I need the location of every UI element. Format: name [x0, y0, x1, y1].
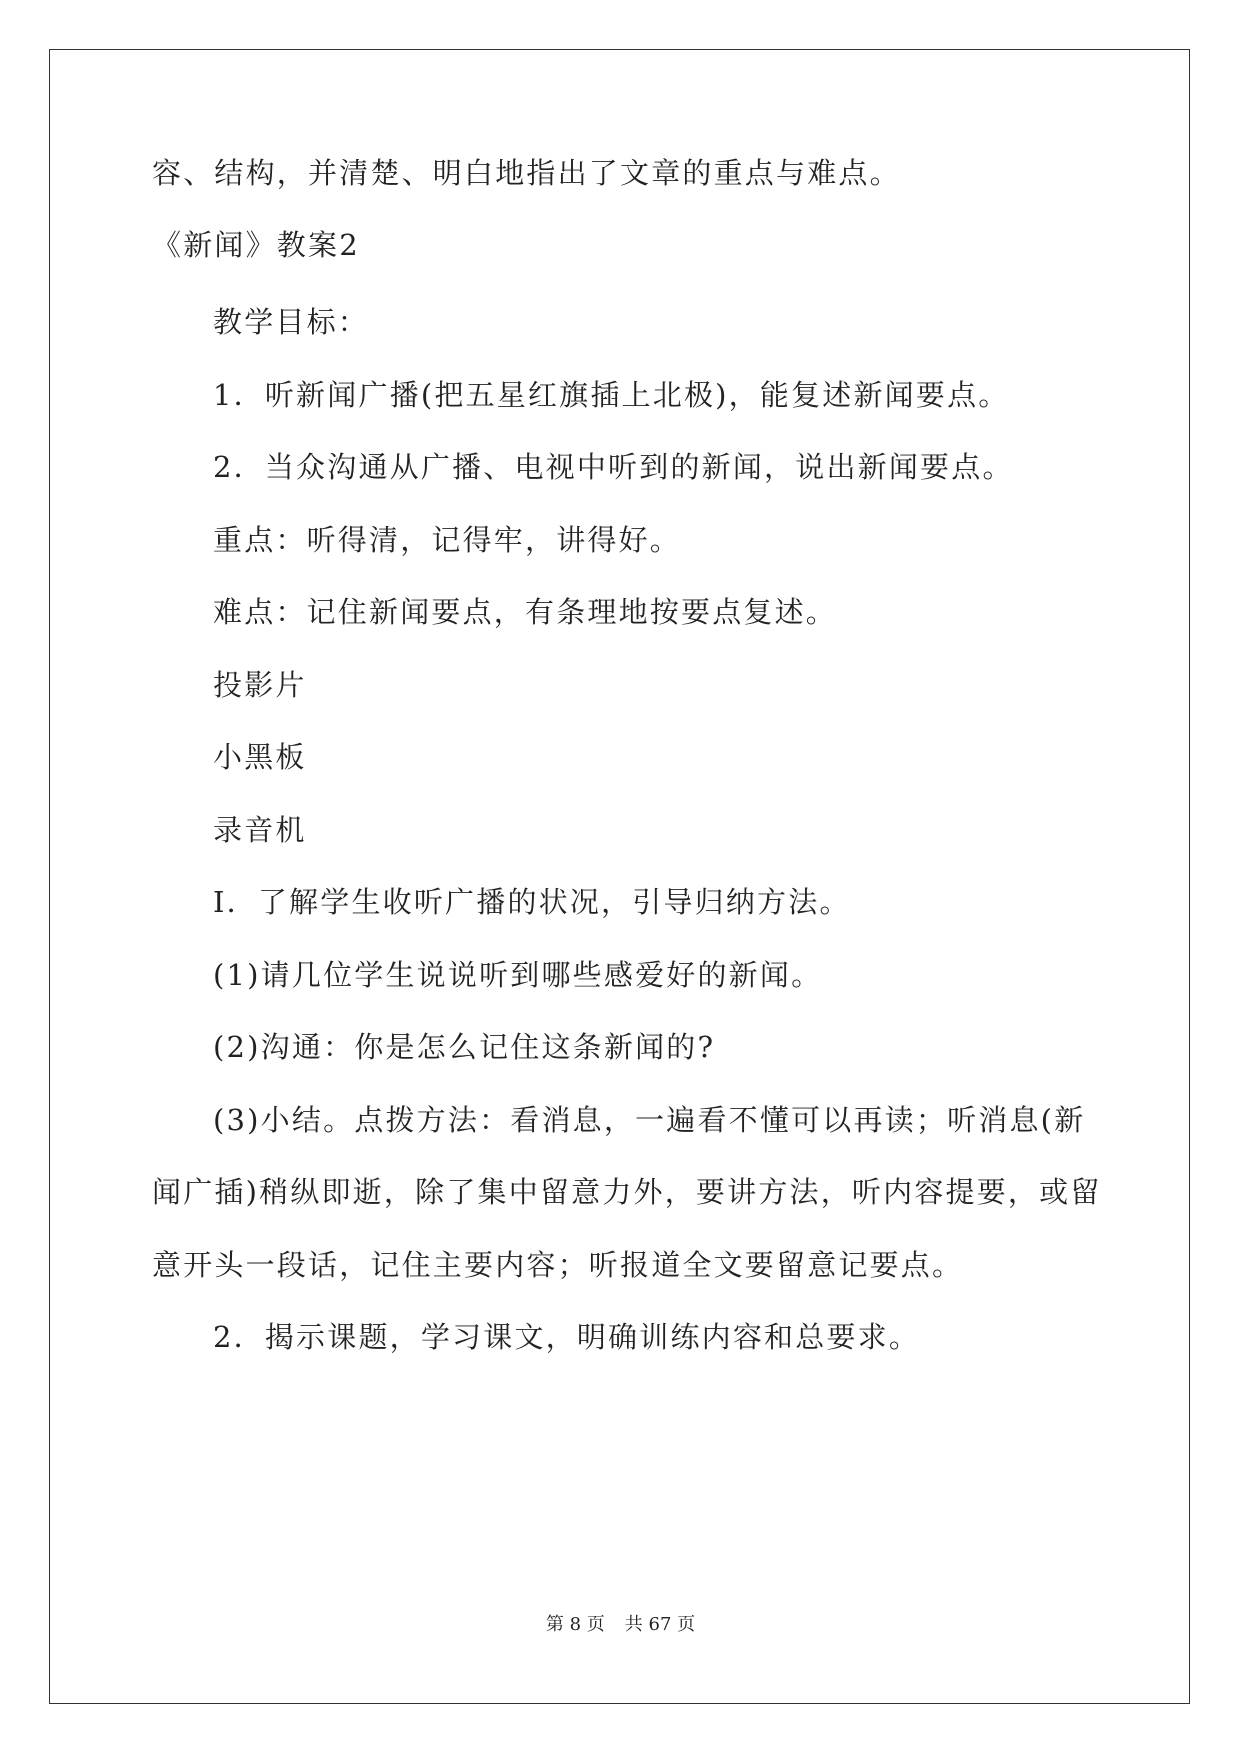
paragraph-objective-1: 1．听新闻广播(把五星红旗插上北极)，能复述新闻要点。 [213, 378, 1010, 412]
page-total: 共 67 页 [624, 1614, 696, 1635]
paragraph-step-1-3-end: 意开头一段话，记住主要内容；听报道全文要留意记要点。 [152, 1248, 964, 1282]
paragraph-step-1: I．了解学生收听广播的状况，引导归纳方法。 [213, 885, 851, 919]
paragraph-step-1-3-cont: 闻广插)稍纵即逝，除了集中留意力外，要讲方法，听内容提要，或留 [152, 1175, 1102, 1209]
paragraph-step-1-3: (3)小结。点拨方法：看消息，一遍看不懂可以再读；听消息(新 [213, 1103, 1086, 1137]
page-number: 第 8 页 [545, 1614, 605, 1635]
paragraph-objective-2: 2．当众沟通从广播、电视中听到的新闻，说出新闻要点。 [213, 450, 1014, 484]
paragraph-material-projector: 投影片 [213, 668, 307, 702]
page-footer [0, 1613, 1241, 1637]
paragraph-difficulty: 难点：记住新闻要点，有条理地按要点复述。 [213, 595, 838, 629]
paragraph-continuation: 容、结构，并清楚、明白地指出了文章的重点与难点。 [152, 156, 901, 190]
paragraph-step-1-2: (2)沟通：你是怎么记住这条新闻的? [213, 1030, 716, 1064]
paragraph-step-1-1: (1)请几位学生说说听到哪些感爱好的新闻。 [213, 958, 823, 992]
paragraph-material-recorder: 录音机 [213, 813, 307, 847]
paragraph-objectives-heading: 教学目标： [213, 305, 370, 339]
section-title: 《新闻》教案2 [152, 228, 360, 262]
paragraph-step-2: 2．揭示课题，学习课文，明确训练内容和总要求。 [213, 1320, 921, 1354]
page-border [49, 49, 1190, 1704]
paragraph-key-point: 重点：听得清，记得牢，讲得好。 [213, 523, 682, 557]
paragraph-material-blackboard: 小黑板 [213, 740, 307, 774]
